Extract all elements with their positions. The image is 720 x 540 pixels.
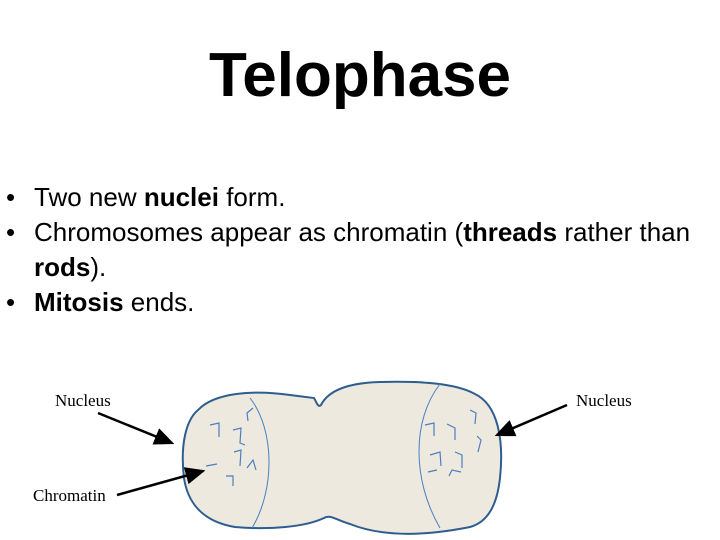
bullet-text-bold: threads: [463, 217, 558, 247]
bullet-item: [6, 285, 716, 320]
bullet-text-part: Chromosomes appear as chromatin (: [34, 217, 464, 247]
bullet-text-part: rather than: [557, 217, 691, 247]
bullet-dot: •: [6, 287, 16, 317]
bullet-text-bold: Mitosis: [34, 287, 124, 317]
bullet-text-part: ).: [90, 252, 107, 282]
telophase-diagram: [0, 370, 720, 540]
bullet-item: [6, 180, 716, 215]
bullet-text: [34, 182, 285, 212]
bullet-list: [6, 180, 716, 320]
label-nucleus-left: Nucleus: [55, 391, 111, 410]
arrow-nucleus-left: [98, 413, 172, 443]
bullet-text-part: form.: [218, 182, 286, 212]
bullet-text-part: ends.: [123, 287, 195, 317]
label-nucleus-right: Nucleus: [576, 391, 632, 410]
slide-title: Telophase: [208, 41, 512, 110]
bullet-dot: •: [6, 182, 16, 212]
bullet-text-part: Two new: [34, 182, 144, 212]
bullet-text: [34, 217, 690, 282]
bullet-dot: •: [6, 217, 16, 247]
bullet-text-bold: nuclei: [143, 182, 219, 212]
label-chromatin: Chromatin: [33, 486, 106, 505]
dividing-cell: [183, 382, 501, 534]
arrow-nucleus-right: [497, 405, 567, 435]
bullet-item: [6, 215, 716, 285]
bullet-text-bold: rods: [34, 252, 91, 282]
bullet-text: [34, 287, 194, 317]
